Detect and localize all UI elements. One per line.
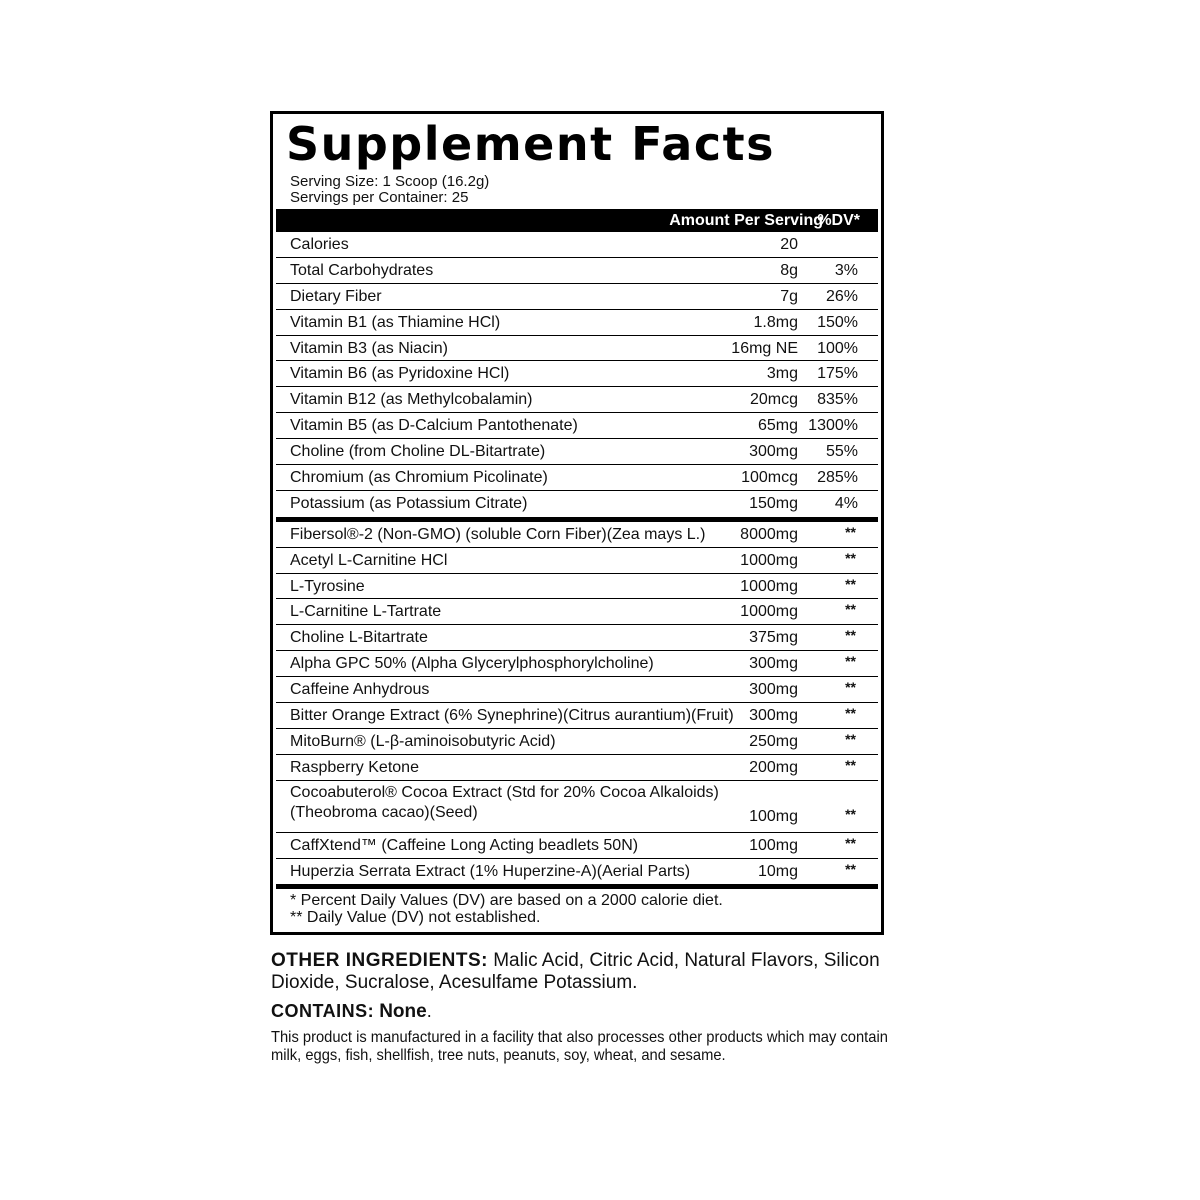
row-dv: ** <box>845 575 856 592</box>
nutrient-row <box>276 465 878 491</box>
ingredient-row <box>276 729 878 755</box>
row-dv: 150% <box>817 313 858 331</box>
row-dv: ** <box>845 756 856 773</box>
row-dv: 26% <box>825 287 858 305</box>
contains-label: CONTAINS: <box>271 1001 375 1021</box>
row-amount: 7g <box>780 287 798 305</box>
row-name: Chromium (as Chromium Picolinate) <box>290 469 548 487</box>
row-dv: ** <box>845 627 856 644</box>
row-amount: 8g <box>780 261 798 279</box>
ingredient-row <box>276 833 878 859</box>
row-name: Vitamin B12 (as Methylcobalamin) <box>290 391 533 409</box>
amount-per-serving-header: Amount Per Serving <box>669 212 823 229</box>
row-name: Total Carbohydrates <box>290 261 434 279</box>
row-name: Choline L-Bitartrate <box>290 629 428 647</box>
row-amount: 300mg <box>749 707 798 725</box>
facility-notice: This product is manufactured in a facility that also processes other products which may contain milk, eggs, fish, shellfish, tree nuts, peanuts, soy, wheat, and sesame. <box>271 1029 888 1064</box>
row-name: Calories <box>290 236 349 253</box>
footnotes <box>276 889 878 932</box>
row-name: Vitamin B5 (as D-Calcium Pantothenate) <box>290 417 578 435</box>
row-amount: 375mg <box>749 629 798 647</box>
other-ingredients-text: Malic Acid, Citric Acid, Natural Flavors, Silicon Dioxide, Sucralose, Acesulfame Potassium. <box>271 950 880 993</box>
row-dv: 175% <box>817 365 858 383</box>
row-dv: 835% <box>817 391 858 409</box>
row-amount: 200mg <box>749 758 798 776</box>
row-amount: 100mcg <box>741 469 798 487</box>
footnote-not-established: ** Daily Value (DV) not established. <box>290 909 541 927</box>
supplement-facts-panel <box>270 111 884 935</box>
other-ingredients-label: OTHER INGREDIENTS: <box>271 950 488 971</box>
dv-header: %DV* <box>817 212 860 229</box>
row-dv: ** <box>845 705 856 722</box>
row-dv: ** <box>845 730 856 747</box>
nutrient-row <box>276 232 878 258</box>
row-dv: 1300% <box>808 417 858 435</box>
nutrient-list <box>276 232 878 517</box>
row-dv: ** <box>845 805 856 822</box>
row-amount: 65mg <box>757 417 798 435</box>
row-name: Vitamin B1 (as Thiamine HCl) <box>290 313 501 331</box>
row-name: Dietary Fiber <box>290 287 382 305</box>
row-amount: 1.8mg <box>753 313 798 331</box>
row-name: Huperzia Serrata Extract (1% Huperzine-A)(Aerial Parts) <box>290 862 691 880</box>
row-name: Vitamin B6 (as Pyridoxine HCl) <box>290 365 510 383</box>
contains-suffix: . <box>426 1001 432 1021</box>
row-amount: 20mcg <box>749 391 798 409</box>
ingredient-row <box>276 755 878 781</box>
row-amount: 300mg <box>749 443 798 461</box>
row-dv: 55% <box>825 443 858 461</box>
nutrient-row <box>276 491 878 517</box>
row-amount: 150mg <box>749 494 798 512</box>
row-amount: 10mg <box>757 862 798 880</box>
ingredient-row <box>276 574 878 600</box>
row-name: Caffeine Anhydrous <box>290 681 430 699</box>
ingredient-row <box>276 651 878 677</box>
nutrient-row <box>276 284 878 310</box>
row-name: Potassium (as Potassium Citrate) <box>290 494 528 512</box>
contains-statement <box>271 1000 901 1023</box>
ingredient-row <box>276 703 878 729</box>
row-dv: ** <box>845 601 856 618</box>
ingredient-list <box>276 522 878 885</box>
row-name: L-Tyrosine <box>290 577 365 595</box>
row-amount: 100mg <box>749 807 798 825</box>
ingredient-row <box>276 781 878 833</box>
row-name: Raspberry Ketone <box>290 758 419 776</box>
ingredient-row <box>276 522 878 548</box>
row-amount: 3mg <box>766 365 798 383</box>
row-name: MitoBurn® (L-β-aminoisobutyric Acid) <box>290 732 556 750</box>
row-dv: ** <box>845 549 856 566</box>
nutrient-row <box>276 361 878 387</box>
row-dv: ** <box>845 523 856 540</box>
row-name: L-Carnitine L-Tartrate <box>290 603 442 621</box>
ingredient-row <box>276 599 878 625</box>
row-amount: 300mg <box>749 655 798 673</box>
footnote-dv: * Percent Daily Values (DV) are based on a 2000 calorie diet. <box>290 892 723 910</box>
nutrient-row <box>276 413 878 439</box>
row-dv: ** <box>845 860 856 877</box>
row-dv: 285% <box>817 469 858 487</box>
column-header-bar <box>276 209 878 232</box>
nutrient-row <box>276 387 878 413</box>
row-dv: ** <box>845 679 856 696</box>
row-dv: 100% <box>817 339 858 357</box>
contains-value: None <box>379 1001 427 1022</box>
ingredient-row <box>276 859 878 885</box>
nutrient-row <box>276 336 878 362</box>
nutrient-row <box>276 258 878 284</box>
row-name: Fibersol®-2 (Non-GMO) (soluble Corn Fiber)(Zea mays L.) <box>290 525 706 543</box>
row-name: Choline (from Choline DL-Bitartrate) <box>290 443 546 461</box>
row-name: CaffXtend™ (Caffeine Long Acting beadlets 50N) <box>290 836 639 854</box>
row-name: Vitamin B3 (as Niacin) <box>290 339 448 357</box>
nutrient-row <box>276 439 878 465</box>
row-amount: 16mg NE <box>731 339 798 357</box>
nutrient-row <box>276 310 878 336</box>
row-amount: 1000mg <box>740 603 798 621</box>
panel-title: Supplement Facts <box>286 117 775 171</box>
row-dv: 4% <box>834 494 858 512</box>
row-amount: 1000mg <box>740 551 798 569</box>
servings-per-container: Servings per Container: 25 <box>290 189 469 206</box>
row-name: Cocoabuterol® Cocoa Extract (Std for 20% Cocoa Alkaloids)(Theobroma cacao)(Seed) <box>290 783 719 821</box>
row-amount: 1000mg <box>740 577 798 595</box>
row-dv: 3% <box>834 261 858 279</box>
row-dv: ** <box>845 834 856 851</box>
row-name: Bitter Orange Extract (6% Synephrine)(Citrus aurantium)(Fruit) <box>290 707 734 725</box>
row-name: Alpha GPC 50% (Alpha Glycerylphosphorylcholine) <box>290 655 654 673</box>
row-name: Acetyl L-Carnitine HCl <box>290 551 448 569</box>
row-amount: 300mg <box>749 681 798 699</box>
row-amount: 250mg <box>749 732 798 750</box>
row-amount: 20 <box>780 236 798 253</box>
other-ingredients <box>271 950 901 994</box>
serving-size: Serving Size: 1 Scoop (16.2g) <box>290 173 490 190</box>
ingredient-row <box>276 625 878 651</box>
row-amount: 8000mg <box>740 525 798 543</box>
row-amount: 100mg <box>749 836 798 854</box>
ingredient-row <box>276 677 878 703</box>
row-dv: ** <box>845 653 856 670</box>
ingredient-row <box>276 548 878 574</box>
